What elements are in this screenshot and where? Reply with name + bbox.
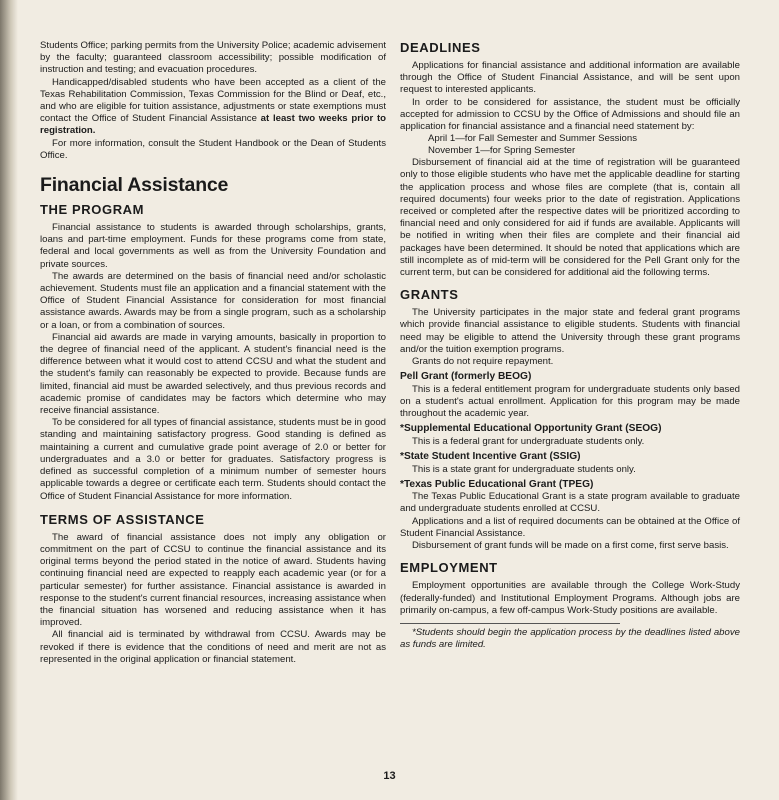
pell-grant-text: This is a federal entitlement program for undergraduate students only based on a student's actual enrollment. Application for this program may be made throughout the academic year.	[400, 383, 740, 420]
more-info-paragraph: For more information, consult the Student Handbook or the Dean of Students Office.	[40, 137, 386, 161]
intro-paragraph: Students Office; parking permits from the University Police; academic advisement by the faculty; guaranteed classroom accessibility; possible modification of instruction and testing; and evacuation procedures.	[40, 40, 386, 76]
grants-paragraph: The University participates in the major state and federal grant programs which provide financial assistance to eligible students. Students with financial need may be eligible to attend the University through these grant programs and/or the tuition exemption programs.	[400, 307, 740, 355]
deadlines-paragraph: Disbursement of financial aid at the time of registration will be guaranteed only to those eligible students who have met the applicable deadline for starting the application process and whose files are complete (that is, contain all required documents) four weeks prior to the date of registration. Applications received or completed after the respective dates will be prioritized according to financial need and only considered for aid if funds are available. Applicants will be notified in writing when their files are complete and their financial aid packages have been determined. It should be noted that applications which are still incomplete as of mid-term will be considered for the Pell Grant only for the current term, but can be considered for additional aid the following terms.	[400, 157, 740, 279]
terms-heading: TERMS OF ASSISTANCE	[40, 511, 205, 527]
deadlines-paragraph: In order to be considered for assistance, the student must be officially accepted for admission to CCSU by the Office of Admissions and should file an application for financial assistance and a financial need statement by:	[400, 96, 740, 133]
employment-heading: EMPLOYMENT	[400, 560, 498, 576]
tpeg-paragraph: Disbursement of grant funds will be made on a first come, first serve basis.	[412, 540, 729, 552]
right-column	[400, 40, 740, 651]
pell-grant-heading: Pell Grant (formerly BEOG)	[400, 371, 532, 383]
handicapped-deadline: at least two weeks prior to registration.	[40, 113, 386, 137]
employment-paragraph: Employment opportunities are available through the College Work-Study (federally-funded) and Institutional Employment Programs. Although jobs are primarily on-campus, a few off-campus Work-Study positions are available.	[400, 580, 740, 616]
terms-paragraph: All financial aid is terminated by withdrawal from CCSU. Awards may be revoked if there is evidence that the conditions of need and merit are not as represented in the original application or financial statement.	[40, 629, 386, 665]
binding-shadow	[0, 0, 18, 800]
program-paragraph: Financial aid awards are made in varying amounts, basically in proportion to the degree of financial need of the applicant. A student's financial need is the difference between what it would cost to attend CCSU and what the student and the student's family can reasonably be expected to provide. Because funds are limited, financial aid must be awarded selectively, and thus previous records and academic promise of candidates may be factors which determine who may receive financial assistance.	[40, 331, 386, 417]
program-heading: THE PROGRAM	[40, 202, 145, 218]
program-paragraph: The awards are determined on the basis of financial need and/or scholastic achievement. Students must file an application and a financial statement with the Office of Student Financial Assistance for consideration for most financial assistance awards. Awards may be from a single program, such as a scholarship or a loan, or from a combination of sources.	[40, 270, 386, 331]
program-paragraph: Financial assistance to students is awarded through scholarships, grants, loans and part-time employment. Funds for these programs come from state, federal and local governments as well as from the University Foundation and private sources.	[40, 222, 386, 270]
page-number: 13	[383, 770, 396, 782]
handicapped-paragraph	[40, 77, 386, 138]
left-column	[40, 40, 386, 666]
footnote: *Students should begin the application process by the deadlines listed above as funds are limited.	[400, 626, 740, 651]
grants-heading: GRANTS	[400, 287, 459, 303]
program-paragraph: To be considered for all types of financial assistance, students must be in good standing and maintaining satisfactory progress. Good standing is defined as maintaining a current and cumulative grade point average of 2.0 or better for undergraduates and a 3.0 or better for graduates. Satisfactory progress is defined as successful completion of a minimum number of semester hours applicable towards a degree or certificate each term. Students should contact the Office of Student Financial Assistance for more information.	[40, 417, 386, 502]
grants-paragraph: Grants do not require repayment.	[412, 356, 554, 368]
tpeg-paragraph: Applications and a list of required documents can be obtained at the Office of Student Financial Assistance.	[400, 515, 740, 539]
footnote-divider	[400, 623, 620, 624]
page-title: Financial Assistance	[40, 174, 229, 197]
tpeg-paragraph: The Texas Public Educational Grant is a state program available to graduate and undergraduate students enrolled at CCSU.	[400, 491, 740, 515]
deadlines-paragraph: Applications for financial assistance and additional information are available through the Office of Student Financial Assistance, and will be sent upon request to interested applicants.	[400, 60, 740, 96]
seog-heading: *Supplemental Educational Opportunity Grant (SEOG)	[400, 423, 662, 435]
deadline-fall: April 1—for Fall Semester and Summer Sessions	[428, 133, 638, 145]
deadlines-heading: DEADLINES	[400, 40, 481, 55]
ssig-text: This is a state grant for undergraduate students only.	[412, 463, 636, 475]
handicapped-text: Handicapped/disabled students who have been accepted as a client of the Texas Rehabilitation Commission, Texas Commission for the Blind or Deaf, etc., and who are eligible for tuition assistance, adjustments or state exemptions must contact the Office of Student Financial Assistance	[40, 76, 386, 125]
seog-text: This is a federal grant for undergraduate students only.	[412, 435, 645, 447]
deadline-spring: November 1—for Spring Semester	[428, 145, 576, 157]
ssig-heading: *State Student Incentive Grant (SSIG)	[400, 451, 581, 463]
tpeg-heading: *Texas Public Educational Grant (TPEG)	[400, 478, 594, 490]
terms-paragraph: The award of financial assistance does not imply any obligation or commitment on the part of CCSU to continue the financial assistance and its original terms beyond the period stated in the notice of award. Students having continuing financial need are expected to reapply each academic year (or for a particular semester) for further assistance. Financial assistance is awarded in response to the student's current financial resources, increasing assistance when the financial situation has worsened and reducing assistance when it has improved.	[40, 531, 386, 629]
